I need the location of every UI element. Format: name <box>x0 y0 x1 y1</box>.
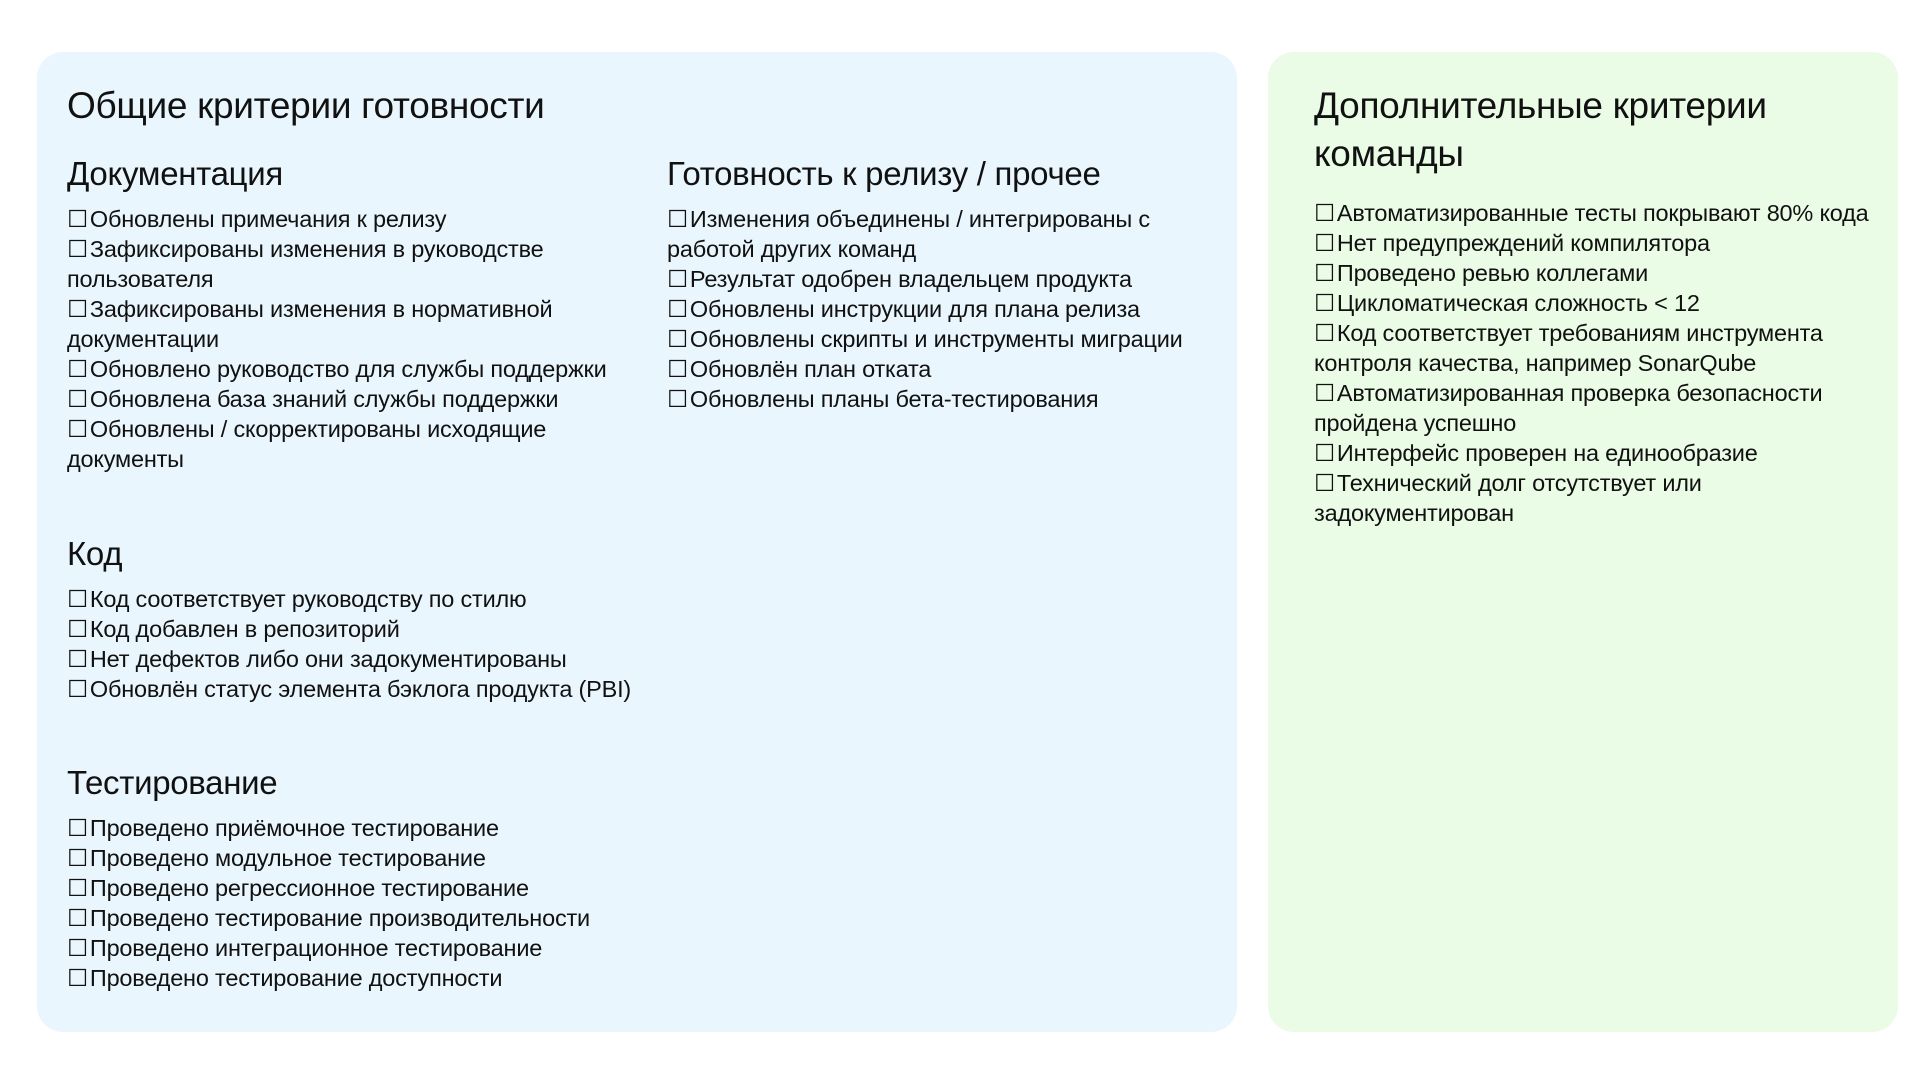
checkbox-icon[interactable]: ☐ <box>67 586 88 612</box>
checkbox-icon[interactable]: ☐ <box>1314 290 1335 316</box>
checklist-item <box>67 584 667 614</box>
general-criteria-title: Общие критерии готовности <box>67 85 545 126</box>
checklist-item-label: Технический долг отсутствует или задокументирован <box>1314 470 1702 526</box>
release-checklist <box>667 204 1227 414</box>
checkbox-icon[interactable]: ☐ <box>67 905 88 931</box>
team-checklist-section <box>1314 198 1874 528</box>
checklist-item-label: Проведено ревью коллегами <box>1336 260 1649 286</box>
documentation-checklist <box>67 204 647 474</box>
checklist-item-label: Интерфейс проверен на единообразие <box>1336 440 1758 466</box>
checklist-item-label: Цикломатическая сложность < 12 <box>1336 290 1700 316</box>
checkbox-icon[interactable]: ☐ <box>67 815 88 841</box>
checkbox-icon[interactable]: ☐ <box>1314 470 1335 496</box>
checkbox-icon[interactable]: ☐ <box>67 965 88 991</box>
checklist-item <box>67 614 667 644</box>
checklist-item-label: Автоматизированная проверка безопасности пройдена успешно <box>1314 380 1823 436</box>
checkbox-icon[interactable]: ☐ <box>67 386 88 412</box>
checkbox-icon[interactable]: ☐ <box>1314 380 1335 406</box>
checkbox-icon[interactable]: ☐ <box>67 296 88 322</box>
checklist-item-label: Проведено регрессионное тестирование <box>89 875 529 901</box>
checklist-item <box>67 813 667 843</box>
release-heading: Готовность к релизу / прочее <box>667 155 1101 192</box>
checkbox-icon[interactable]: ☐ <box>1314 440 1335 466</box>
checklist-item-label: Обновлены скрипты и инструменты миграции <box>689 326 1183 352</box>
checkbox-icon[interactable]: ☐ <box>67 416 88 442</box>
checklist-item-label: Автоматизированные тесты покрывают 80% кода <box>1336 200 1869 226</box>
code-checklist <box>67 584 667 704</box>
documentation-section <box>67 152 647 474</box>
testing-checklist <box>67 813 667 993</box>
checkbox-icon[interactable]: ☐ <box>667 326 688 352</box>
checklist-item <box>67 933 667 963</box>
testing-heading: Тестирование <box>67 764 278 801</box>
checkbox-icon[interactable]: ☐ <box>67 646 88 672</box>
checkbox-icon[interactable]: ☐ <box>1314 320 1335 346</box>
checklist-item-label: Код соответствует руководству по стилю <box>89 586 527 612</box>
checklist-item-label: Проведено интеграционное тестирование <box>89 935 543 961</box>
checklist-item-label: Проведено тестирование доступности <box>89 965 503 991</box>
checklist-item <box>667 324 1227 354</box>
code-section <box>67 532 667 704</box>
checklist-item-label: Обновлены инструкции для плана релиза <box>689 296 1140 322</box>
checkbox-icon[interactable]: ☐ <box>667 266 688 292</box>
checklist-item-label: Результат одобрен владельцем продукта <box>689 266 1132 292</box>
checkbox-icon[interactable]: ☐ <box>67 616 88 642</box>
checkbox-icon[interactable]: ☐ <box>667 386 688 412</box>
checkbox-icon[interactable]: ☐ <box>67 845 88 871</box>
documentation-heading: Документация <box>67 155 283 192</box>
checkbox-icon[interactable]: ☐ <box>1314 260 1335 286</box>
checkbox-icon[interactable]: ☐ <box>1314 200 1335 226</box>
checklist-item <box>1314 318 1874 378</box>
checkbox-icon[interactable]: ☐ <box>67 935 88 961</box>
checklist-item <box>1314 258 1874 288</box>
checklist-item <box>67 384 647 414</box>
checklist-item-label: Обновлена база знаний службы поддержки <box>89 386 559 412</box>
team-checklist <box>1314 198 1874 528</box>
checklist-item <box>667 294 1227 324</box>
testing-section <box>67 761 667 993</box>
checklist-item-label: Обновлён статус элемента бэклога продукта (PBI) <box>89 676 632 702</box>
team-criteria-panel <box>1268 52 1898 1032</box>
checklist-item-label: Нет предупреждений компилятора <box>1336 230 1710 256</box>
checkbox-icon[interactable]: ☐ <box>1314 230 1335 256</box>
checklist-item-label: Зафиксированы изменения в нормативной документации <box>67 296 553 352</box>
checklist-item <box>1314 228 1874 258</box>
checklist-item <box>67 873 667 903</box>
checklist-item-label: Изменения объединены / интегрированы с работой других команд <box>667 206 1150 262</box>
checklist-item-label: Код соответствует требованиям инструмента контроля качества, например SonarQube <box>1314 320 1823 376</box>
checklist-item-label: Проведено тестирование производительности <box>89 905 590 931</box>
checklist-item <box>67 414 647 474</box>
checkbox-icon[interactable]: ☐ <box>67 875 88 901</box>
checklist-item <box>67 234 647 294</box>
checklist-item <box>667 204 1227 264</box>
general-criteria-panel <box>37 52 1237 1032</box>
checklist-item-label: Обновлены примечания к релизу <box>89 206 447 232</box>
checkbox-icon[interactable]: ☐ <box>67 676 88 702</box>
code-heading: Код <box>67 535 123 572</box>
checklist-item <box>667 264 1227 294</box>
checklist-item <box>1314 378 1874 438</box>
checklist-item-label: Проведено приёмочное тестирование <box>89 815 499 841</box>
checklist-item <box>67 843 667 873</box>
checkbox-icon[interactable]: ☐ <box>67 356 88 382</box>
checklist-item <box>67 294 647 354</box>
checklist-item <box>1314 288 1874 318</box>
checkbox-icon[interactable]: ☐ <box>667 356 688 382</box>
checklist-item-label: Нет дефектов либо они задокументированы <box>89 646 567 672</box>
checklist-item-label: Код добавлен в репозиторий <box>89 616 400 642</box>
checkbox-icon[interactable]: ☐ <box>667 296 688 322</box>
checklist-item <box>67 644 667 674</box>
checklist-item <box>67 674 667 704</box>
checklist-item <box>1314 468 1874 528</box>
checklist-item <box>67 903 667 933</box>
checkbox-icon[interactable]: ☐ <box>667 206 688 232</box>
checkbox-icon[interactable]: ☐ <box>67 206 88 232</box>
checklist-item-label: Обновлены планы бета-тестирования <box>689 386 1099 412</box>
checklist-item <box>67 204 647 234</box>
checklist-item-label: Зафиксированы изменения в руководстве пользователя <box>67 236 544 292</box>
checklist-item <box>67 354 647 384</box>
release-section <box>667 152 1227 414</box>
checklist-item <box>1314 198 1874 228</box>
checklist-item <box>667 354 1227 384</box>
checklist-item <box>67 963 667 993</box>
checklist-item-label: Обновлены / скорректированы исходящие документы <box>67 416 547 472</box>
team-criteria-title: Дополнительные критерии команды <box>1314 85 1767 174</box>
checklist-item-label: Проведено модульное тестирование <box>89 845 486 871</box>
checklist-item-label: Обновлён план отката <box>689 356 932 382</box>
checklist-item <box>1314 438 1874 468</box>
checklist-item <box>667 384 1227 414</box>
checklist-item-label: Обновлено руководство для службы поддержки <box>89 356 607 382</box>
checkbox-icon[interactable]: ☐ <box>67 236 88 262</box>
